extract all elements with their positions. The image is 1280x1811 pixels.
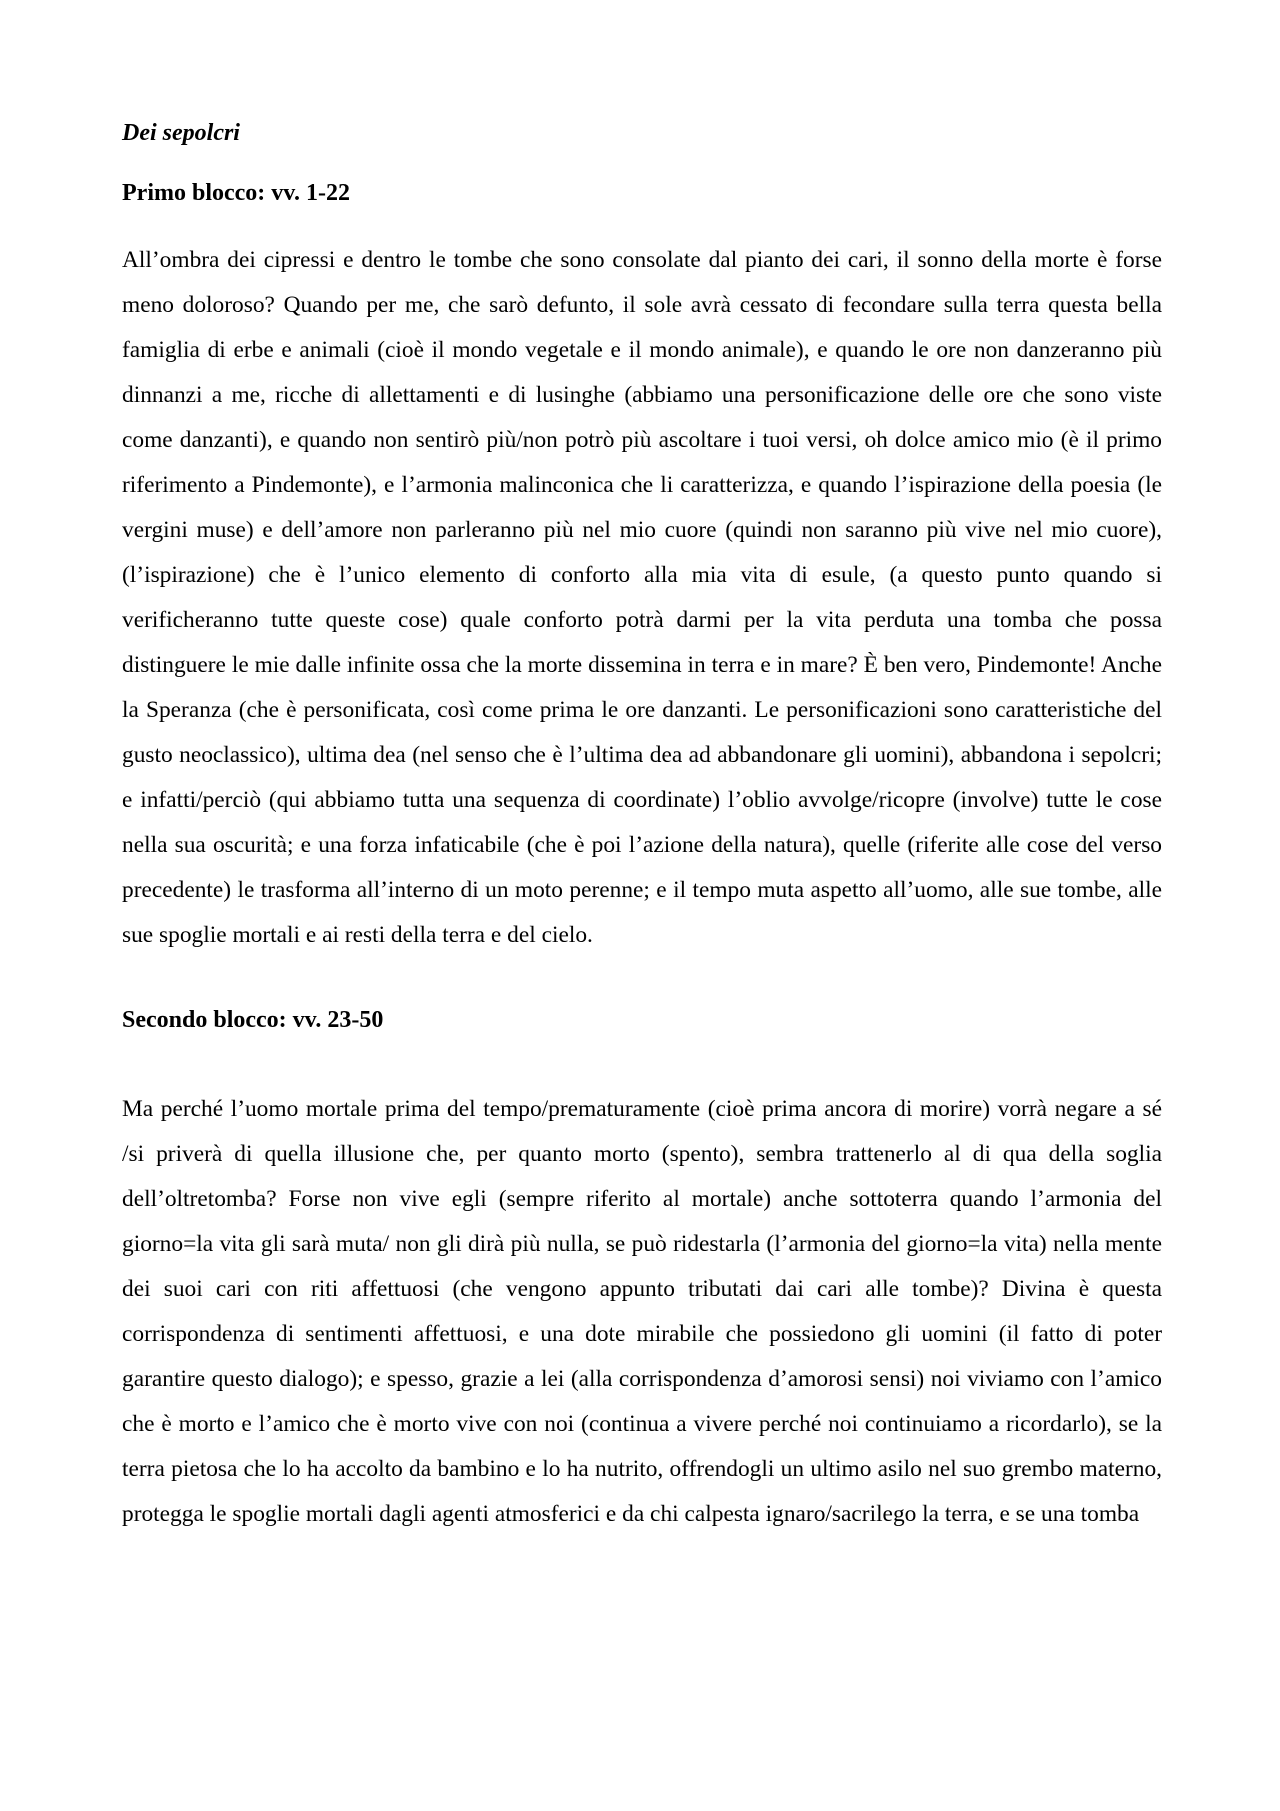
section-paragraph: All’ombra dei cipressi e dentro le tombe che sono consolate dal pianto dei cari, il sonno della morte è forse meno doloroso? Quando per me, che sarò defunto, il sole avrà cessato di fecondare sulla terra questa bella famiglia di erbe e animali (cioè il mondo vegetale e il mondo animale), e quando le ore non danzeranno più dinnanzi a me, ricche di allettamenti e di lusinghe (abbiamo una personificazione delle ore che sono viste come danzanti), e quando non sentirò più/non potrò più ascoltare i tuoi versi, oh dolce amico mio (è il primo riferimento a Pindemonte), e l’armonia malinconica che li caratterizza, e quando l’ispirazione della poesia (le vergini muse) e dell’amore non parleranno più nel mio cuore (quindi non saranno più vive nel mio cuore), (l’ispirazione) che è l’unico elemento di conforto alla mia vita di esule, (a questo punto quando si verificheranno tutte queste cose) quale conforto potrà darmi per la vita perduta una tomba che possa distinguere le mie dalle infinite ossa che la morte dissemina in terra e in mare? È ben vero, Pindemonte! Anche la Speranza (che è personificata, così come prima le ore danzanti. Le personificazioni sono caratteristiche del gusto neoclassico), ultima dea (nel senso che è l’ultima dea ad abbandonare gli uomini), abbandona i sepolcri; e infatti/perciò (qui abbiamo tutta una sequenza di coordinate) l’oblio avvolge/ricopre (involve) tutte le cose nella sua oscurità; e una forza infaticabile (che è poi l’azione della natura), quelle (riferite alle cose del verso precedente) le trasforma all’interno di un moto perenne; e il tempo muta aspetto all’uomo, alle sue tombe, alle sue spoglie mortali e ai resti della terra e del cielo. (122, 247, 1162, 948)
section-secondo-blocco (122, 1005, 1162, 1537)
section-paragraph: Ma perché l’uomo mortale prima del tempo/prematuramente (cioè prima ancora di morire) vorrà negare a sé /si priverà di quella illusione che, per quanto morto (spento), sembra trattenerlo al di qua della soglia dell’oltretomba? Forse non vive egli (sempre riferito al mortale) anche sottoterra quando l’armonia del giorno=la vita gli sarà muta/ non gli dirà più nulla, se può ridestarla (l’armonia del giorno=la vita) nella mente dei suoi cari con riti affettuosi (che vengono appunto tributati dai cari alle tombe)? Divina è questa corrispondenza di sentimenti affettuosi, e una dote mirabile che possiedono gli uomini (il fatto di poter garantire questo dialogo); e spesso, grazie a lei (alla corrispondenza d’amorosi sensi) noi viviamo con l’amico che è morto e l’amico che è morto vive con noi (continua a vivere perché noi continuiamo a ricordarlo), se la terra pietosa che lo ha accolto da bambino e lo ha nutrito, offrendogli un ultimo asilo nel suo grembo materno, protegga le spoglie mortali dagli agenti atmosferici e da chi calpesta ignaro/sacrilego la terra, e se una tomba (122, 1096, 1162, 1527)
section-heading: Primo blocco: vv. 1-22 (122, 180, 350, 206)
document-title: Dei sepolcri (122, 120, 240, 146)
document-page (122, 118, 1162, 1537)
section-primo-blocco (122, 178, 1162, 958)
section-heading: Secondo blocco: vv. 23-50 (122, 1007, 384, 1033)
